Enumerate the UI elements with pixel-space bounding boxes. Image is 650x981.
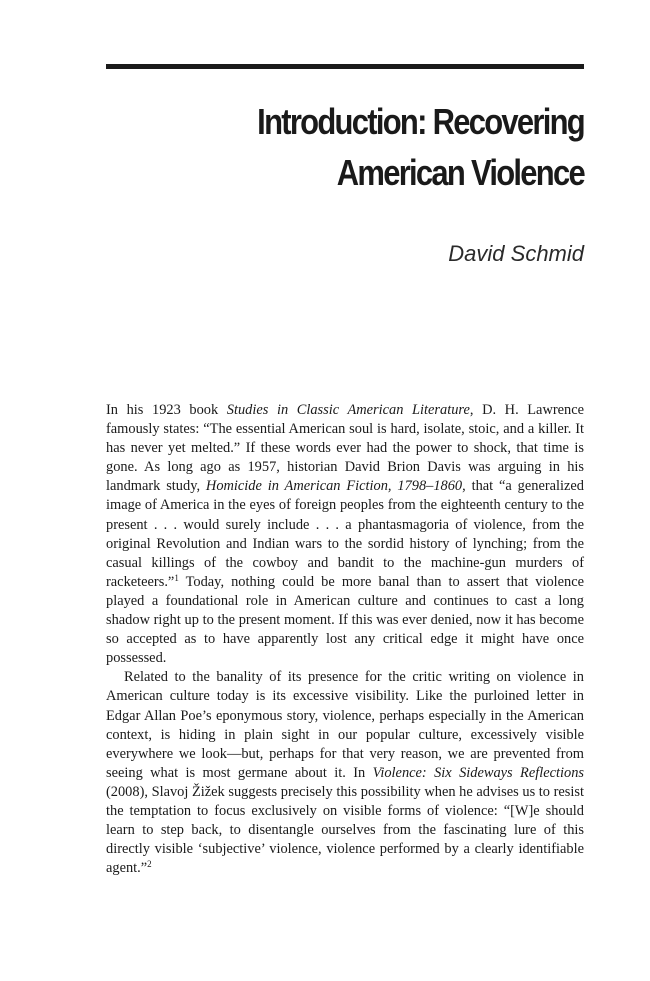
paragraph-1-text-a: In his 1923 book	[106, 402, 227, 418]
paragraph-1-text-c: , that “a generalized image of America in the eyes of foreign peoples from the eighteenth century to the present . . . would surely include . . . a phantasmagoria of violence, from the original Revolution and Indian wars to the sordid history of lynching; from the casual killings of the cowboy and bandit to the machine-gun murders of racketeers.”	[106, 478, 584, 590]
paragraph-2-text-a: Related to the banality of its presence for the critic writing on violence in American culture today is its excessive visibility. Like the purloined letter in Edgar Allan Poe’s eponymous story, violence, perhaps especially in the American context, is hiding in plain sight in our popular culture, excessively visible everywhere we look—but, perhaps for that very reason, we are prevented from seeing what is most germane about it. In	[106, 669, 584, 781]
chapter-title-line-2: American Violence	[336, 152, 584, 193]
chapter-title-line-1: Introduction: Recovering	[257, 101, 584, 142]
book-title-violence: Violence: Six Sideways Reflections	[372, 764, 584, 781]
footnote-ref-2: 2	[147, 859, 152, 870]
header-rule	[106, 64, 584, 69]
paragraph-1-text-b: , D. H. Lawrence famously states: “The essential American soul is hard, isolate, stoic, and a killer. It has never yet melted.” If these words ever had the power to shock, that time is gone. As long ago as 1957, historian David Brion Davis was arguing in his landmark study,	[106, 402, 584, 495]
book-title-studies: Studies in Classic American Literature	[226, 402, 470, 418]
paragraph-1-text-d: Today, nothing could be more banal than to assert that violence played a foundational role in American culture and continues to cast a long shadow right up to the present moment. If this was ever denied, now it has become so accepted as to have apparently lost any critical edge it might have once possessed.	[106, 573, 584, 667]
footnote-ref-1: 1	[174, 572, 179, 583]
chapter-title	[106, 96, 584, 198]
paragraph-2-text-b: (2008), Slavoj Žižek suggests precisely this possibility when he advises us to resist the temptation to focus exclusively on visible forms of violence: “[W]e should learn to step back, to disentangle ourselves from the fascinating lure of this directly visible ‘subjective’ violence, violence performed by a clearly identifiable agent.”	[106, 783, 584, 877]
chapter-author: David Schmid	[448, 241, 584, 266]
book-title-homicide: Homicide in American Fiction, 1798–1860	[205, 478, 463, 495]
chapter-body	[106, 401, 584, 878]
paragraph-1	[106, 401, 584, 668]
paragraph-2	[106, 668, 584, 878]
